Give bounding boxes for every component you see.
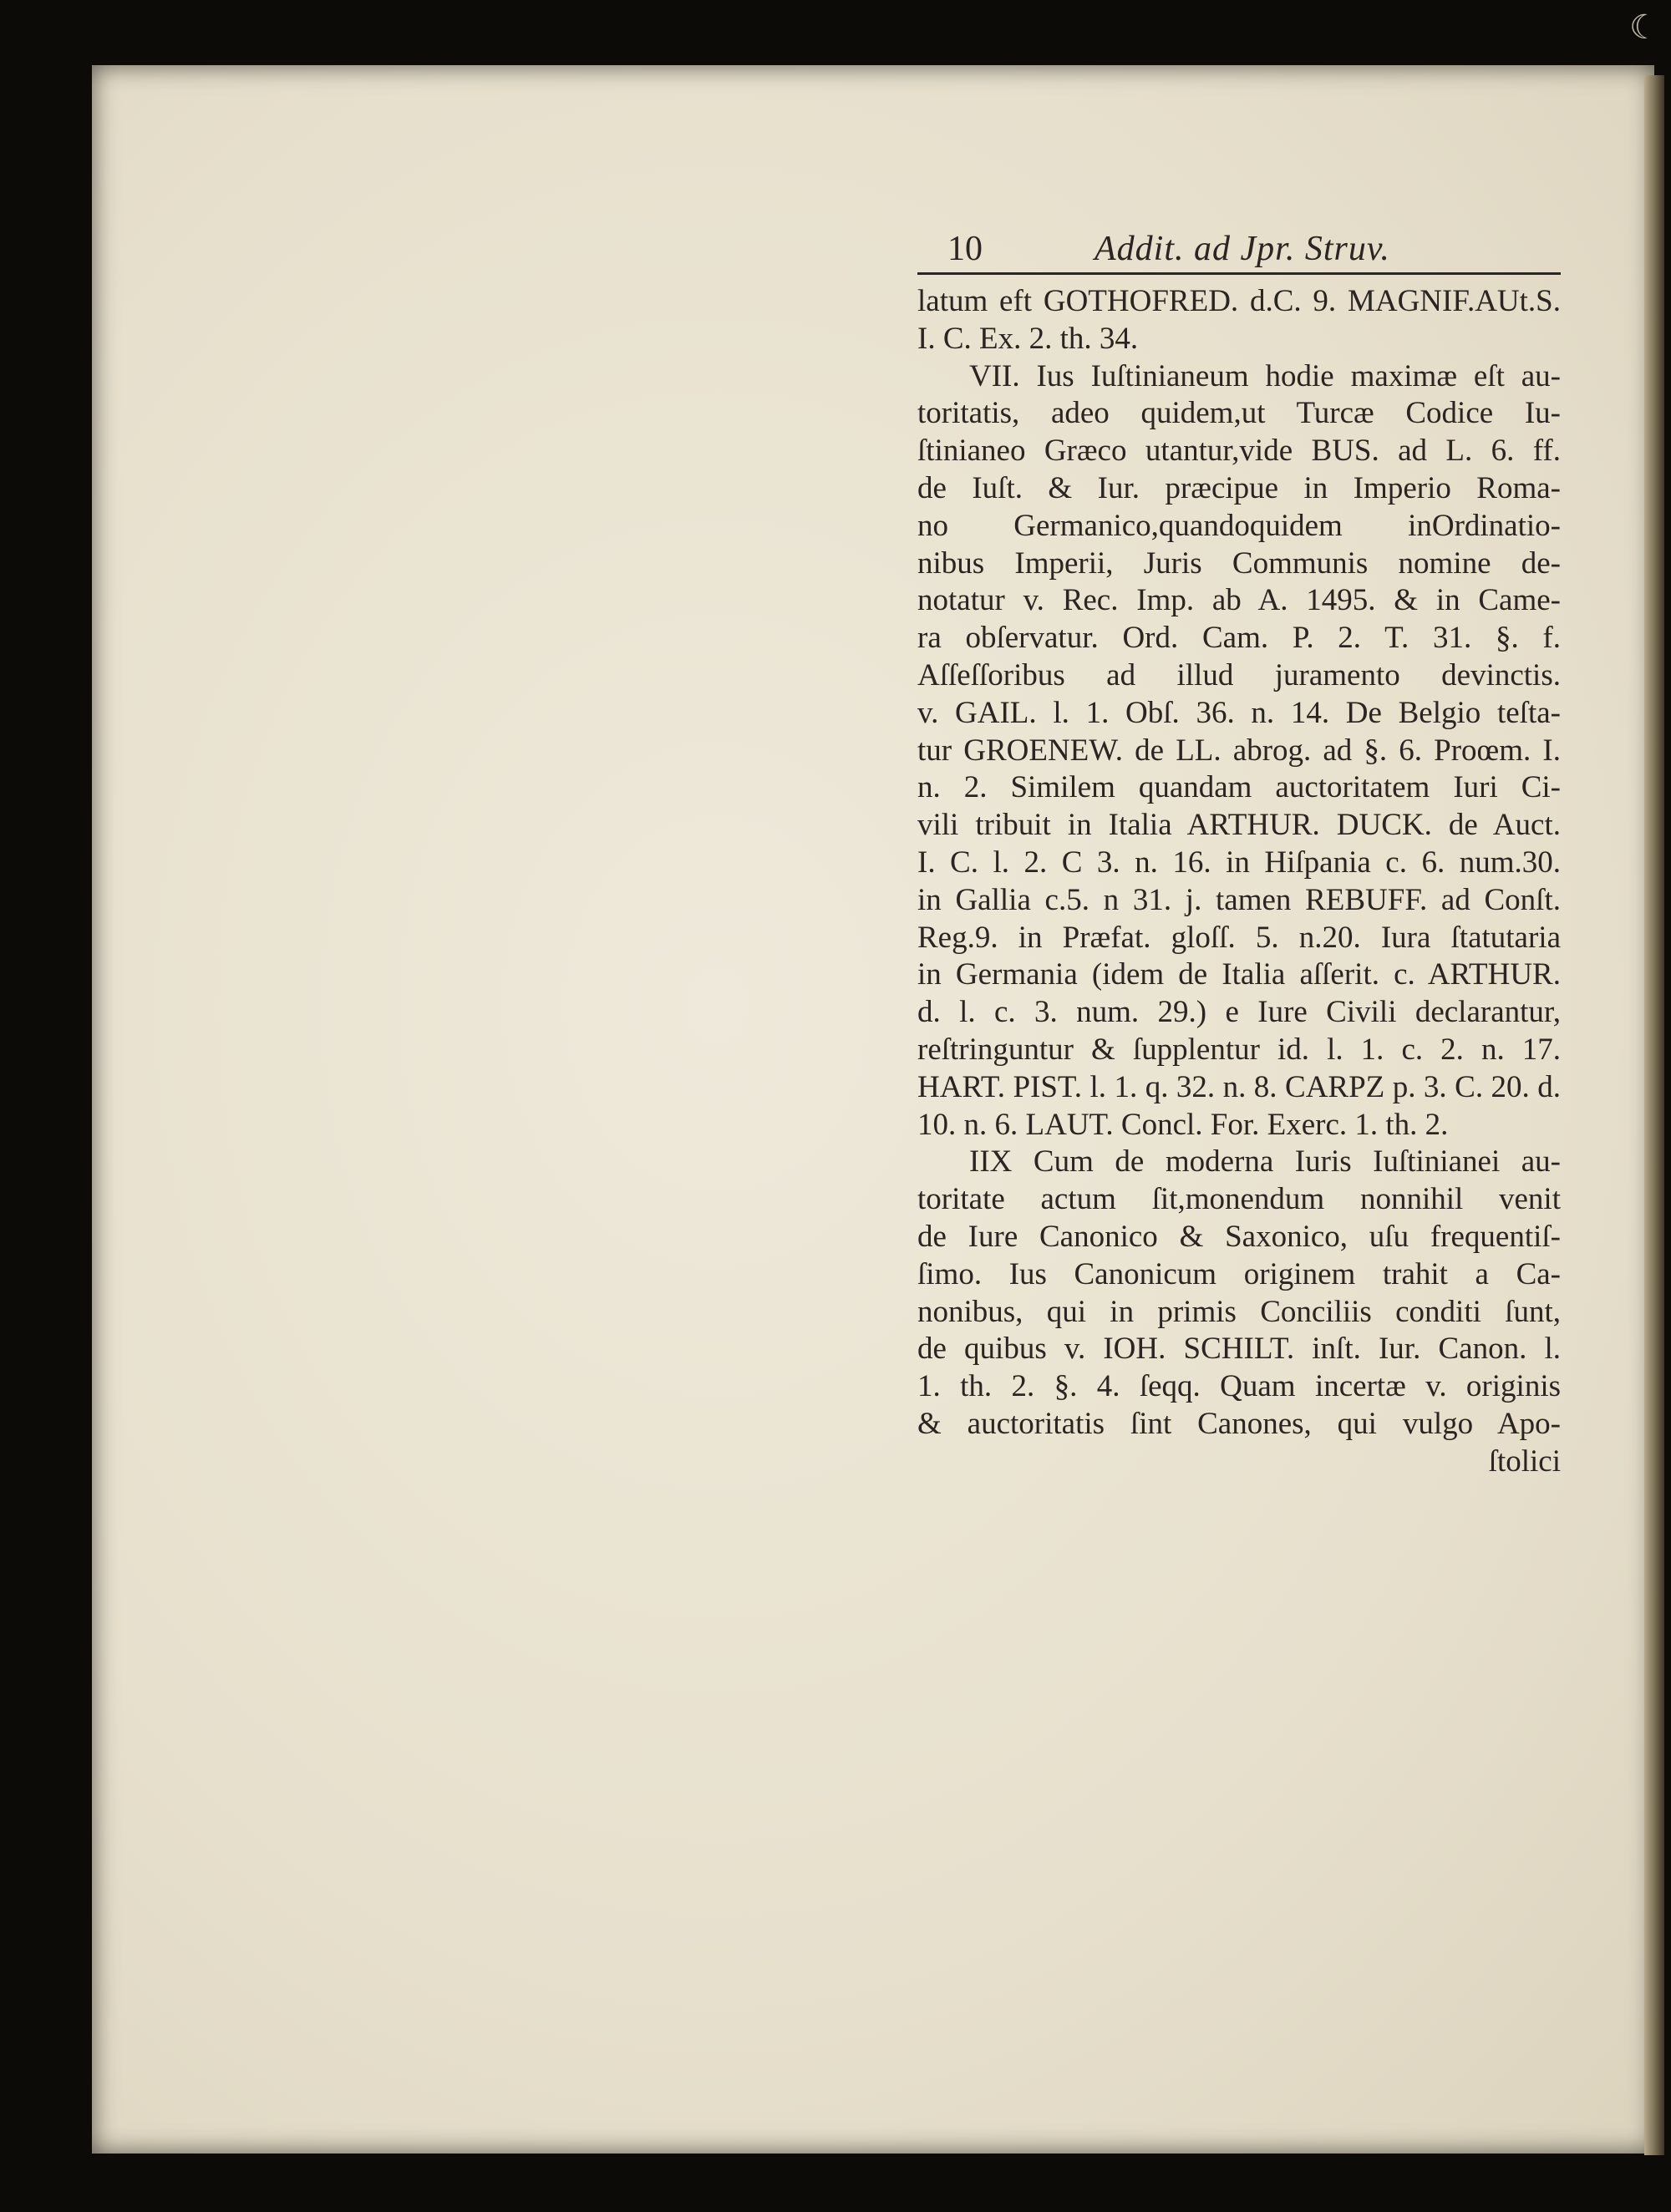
text-line: toritate actum ſit,monendum nonnihil venit <box>917 1182 1561 1217</box>
text-line: toritatis, adeo quidem,ut Turcæ Codice Iu- <box>917 396 1561 431</box>
text-line: 10. n. 6. LAUT. Concl. For. Exerc. 1. th. 2. <box>917 1107 1449 1142</box>
text-line: tur GROENEW. de LL. abrog. ad §. 6. Proœm. I. <box>917 733 1561 768</box>
text-line: de Iure Canonico & Saxonico, uſu frequentiſ- <box>917 1219 1561 1254</box>
running-head <box>917 224 1561 275</box>
text-line: ſtinianeo Græco utantur,vide BUS. ad L. 6. ff. <box>917 434 1561 469</box>
text-line: 1. th. 2. §. 4. ſeqq. Quam incertæ v. originis <box>917 1369 1561 1404</box>
text-line: Reg.9. in Præfat. gloſſ. 5. n.20. Iura ſtatutaria <box>917 920 1561 955</box>
text-line: in Gallia c.5. n 31. j. tamen REBUFF. ad Conſt. <box>917 882 1561 917</box>
running-title: Addit. ad Jpr. Struv. <box>1095 230 1390 268</box>
text-line: no Germanico,quandoquidem inOrdinatio- <box>917 508 1561 543</box>
text-line: notatur v. Rec. Imp. ab A. 1495. & in Came- <box>917 583 1561 618</box>
page-edge <box>1644 75 1664 2155</box>
text-line: & auctoritatis ſint Canones, qui vulgo Apo- <box>917 1406 1561 1441</box>
text-line: ſimo. Ius Canonicum originem trahit a Ca- <box>917 1256 1561 1291</box>
text-column <box>917 224 1561 1481</box>
text-line: nibus Imperii, Juris Communis nomine de- <box>917 545 1561 581</box>
page-number: 10 <box>947 230 983 268</box>
text-line: reſtringuntur & ſupplentur id. l. 1. c. 2. n. 17. <box>917 1032 1561 1067</box>
text-line: VII. Ius Iuſtinianeum hodie maximæ eſt au- <box>969 358 1561 393</box>
text-line: vili tribuit in Italia ARTHUR. DUCK. de Auct. <box>917 808 1561 843</box>
text-line: I. C. l. 2. C 3. n. 16. in Hiſpania c. 6. num.30. <box>917 845 1561 880</box>
text-line: ra obſervatur. Ord. Cam. P. 2. T. 31. §. f. <box>917 621 1561 656</box>
text-line: n. 2. Similem quandam auctoritatem Iuri Ci- <box>917 770 1561 805</box>
text-line: de Iuſt. & Iur. præcipue in Imperio Roma- <box>917 470 1561 505</box>
text-line: nonibus, qui in primis Conciliis conditi ſunt, <box>917 1294 1561 1329</box>
text-line: IIX Cum de moderna Iuris Iuſtinianei au- <box>969 1144 1561 1180</box>
catchword: ſtolici <box>1488 1443 1561 1479</box>
text-line: in Germania (idem de Italia aſſerit. c. ARTHUR. <box>917 957 1561 992</box>
text-line: Aſſeſſoribus ad illud juramento devinctis. <box>917 657 1561 693</box>
text-line: de quibus v. IOH. SCHILT. inſt. Iur. Canon. l. <box>917 1332 1561 1367</box>
text-line: I. C. Ex. 2. th. 34. <box>917 321 1139 356</box>
text-line: HART. PIST. l. 1. q. 32. n. 8. CARPZ p. 3. C. 20. d. <box>917 1069 1561 1104</box>
corner-mark: ☾ <box>1629 8 1659 47</box>
body-text <box>917 283 1561 1481</box>
text-line: d. l. c. 3. num. 29.) e Iure Civili declarantur, <box>917 995 1561 1030</box>
text-line: latum eft GOTHOFRED. d.C. 9. MAGNIF.AUt.S. <box>917 284 1561 318</box>
text-line: v. GAIL. l. 1. Obſ. 36. n. 14. De Belgio teſta- <box>917 695 1561 730</box>
